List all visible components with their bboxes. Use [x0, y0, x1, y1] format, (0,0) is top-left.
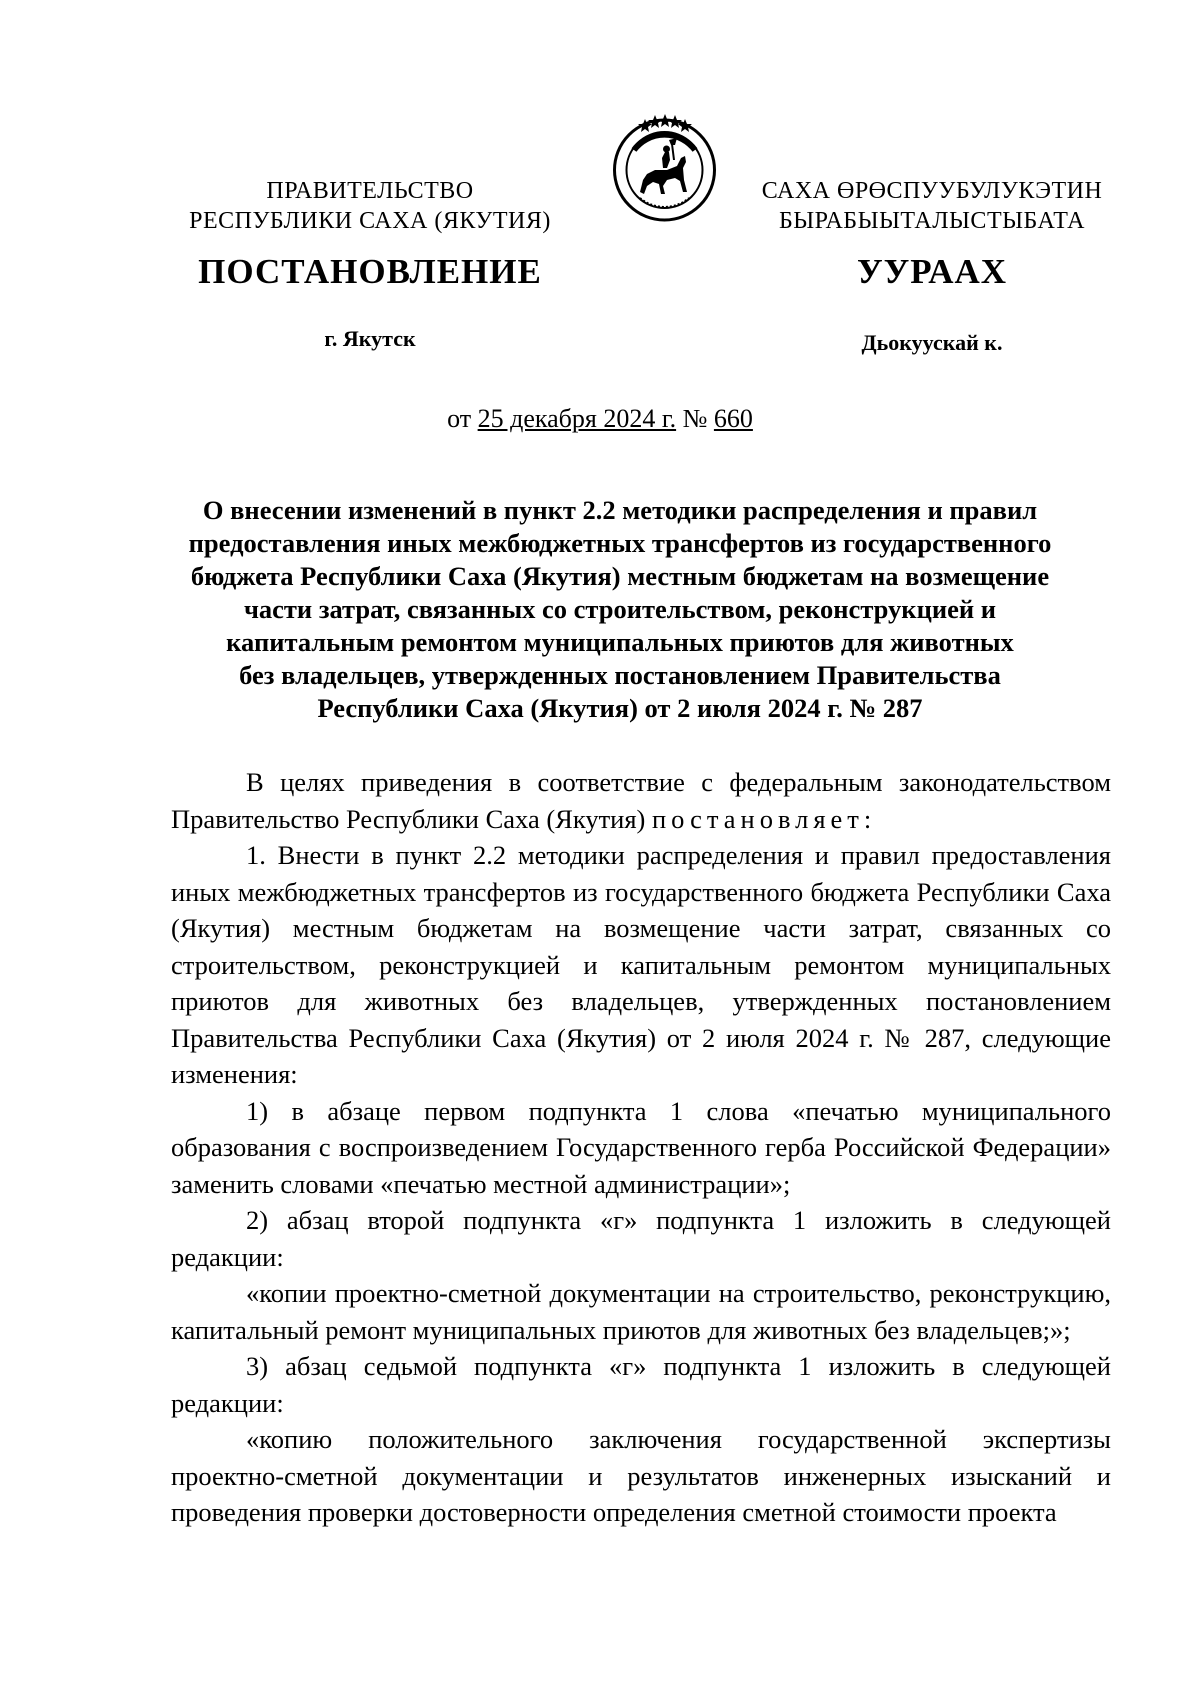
intro-text: В целях приведения в соответствие с федеральным законодательством Правительство Республики Саха (Якутия) [171, 767, 1111, 834]
title-line: бюджета Республики Саха (Якутия) местным бюджетам на возмещение [190, 561, 1050, 591]
title-line: части затрат, связанных со строительством, реконструкцией и [243, 594, 997, 624]
title-line: без владельцев, утвержденных постановлением Правительства [239, 660, 1001, 690]
document-body [171, 764, 1111, 1531]
title-line: Республики Саха (Якутия) от 2 июля 2024 г. № 287 [317, 693, 923, 723]
city-ru: г. Якутск [324, 326, 416, 351]
doc-kind-ru: ПОСТАНОВЛЕНИЕ [198, 252, 542, 291]
intro-paragraph [171, 764, 1111, 837]
title-line: предоставления иных межбюджетных трансфертов из государственного [188, 528, 1052, 558]
resolves-word: постановляет: [652, 803, 877, 834]
issuer-ru-line1: ПРАВИТЕЛЬСТВО [266, 178, 474, 204]
issuer-ru-line2: РЕСПУБЛИКИ САХА (ЯКУТИЯ) [189, 208, 551, 234]
title-line: О внесении изменений в пункт 2.2 методики распределения и правил [202, 495, 1038, 525]
sakha-coat-of-arms-icon [607, 110, 722, 225]
issuer-ru [180, 176, 560, 236]
paragraph-3: 2) абзац второй подпункта «г» подпункта 1 изложить в следующей редакции: [171, 1205, 1111, 1272]
date-prefix: от [447, 404, 478, 433]
document-number: 660 [713, 404, 753, 433]
issuer-sakha-line1: САХА ӨРӨСПУУБУЛУКЭТИН [761, 178, 1103, 204]
document-title [170, 494, 1070, 725]
title-line: капитальным ремонтом муниципальных приютов для животных [226, 627, 1014, 657]
issuer-sakha-line2: БЫРАБЫЫТАЛЫСТЫБАТА [778, 208, 1086, 234]
date-number-line [0, 404, 1200, 434]
number-sign: № [676, 404, 714, 433]
paragraph-5: 3) абзац седьмой подпункта «г» подпункта 1 изложить в следующей редакции: [171, 1351, 1111, 1418]
paragraph-2: 1) в абзаце первом подпункта 1 слова «печатью муниципального образования с воспроизведением Государственного герба Российской Федерации» заменить словами «печатью местной администрации»; [171, 1095, 1111, 1199]
doc-kind-sakha: УУРААХ [856, 252, 1008, 291]
city-sakha: Дьокуускай к. [861, 330, 1003, 355]
paragraph-4: «копии проектно-сметной документации на строительство, реконструкцию, капитальный ремонт муниципальных приютов для животных без владельцев;»; [171, 1278, 1111, 1345]
paragraph-1: 1. Внести в пункт 2.2 методики распределения и правил предоставления иных межбюджетных трансфертов из государственного бюджета Республики Саха (Якутия) местным бюджетам на возмещение части затрат, связанных со строительством, реконструкцией и капитальным ремонтом муниципальных приютов для животных без владельцев, утвержденных постановлением Правительства Республики Саха (Якутия) от 2 июля 2024 г. № 287, следующие изменения: [171, 840, 1111, 1089]
paragraph-6: «копию положительного заключения государственной экспертизы проектно-сметной документации и результатов инженерных изысканий и проведения проверки достоверности определения сметной стоимости проекта [171, 1424, 1111, 1527]
document-date: 25 декабря 2024 г. [477, 404, 677, 433]
issuer-sakha [742, 176, 1122, 236]
